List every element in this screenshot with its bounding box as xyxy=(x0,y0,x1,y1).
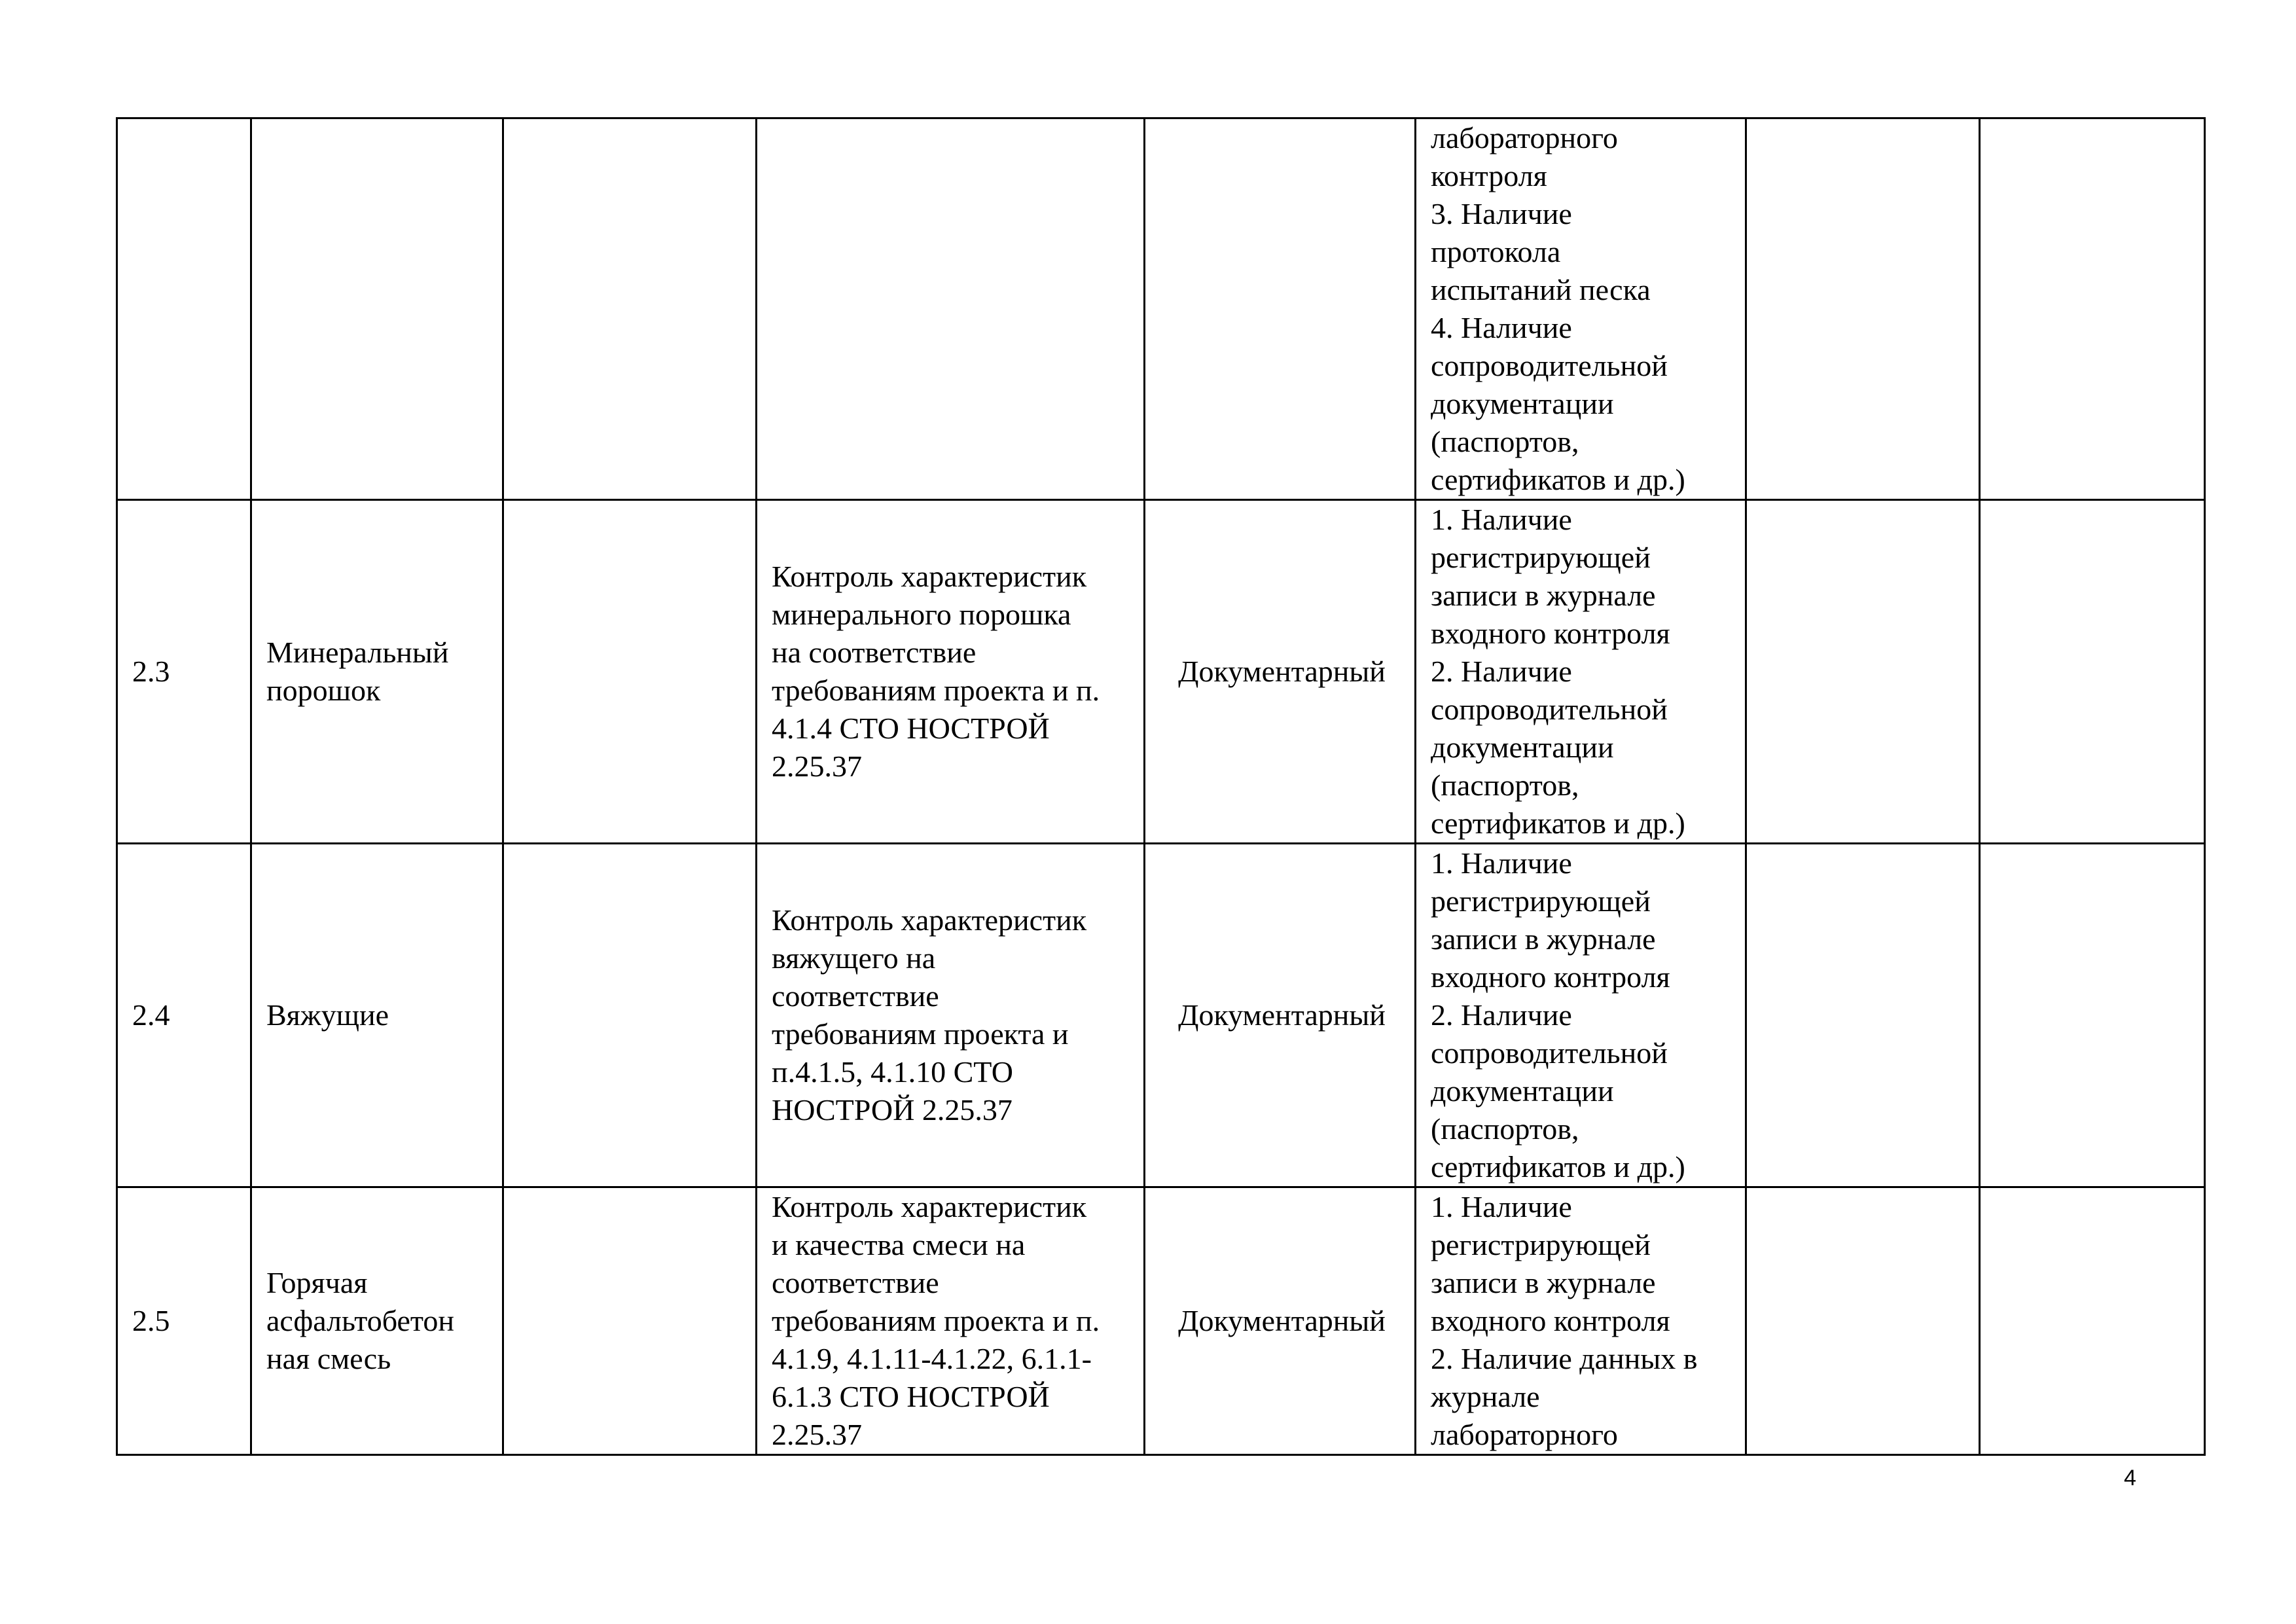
control-description-line: вяжущего на xyxy=(772,941,936,975)
control-description-line: Контроль характеристик xyxy=(772,903,1087,937)
row-number-cell xyxy=(117,118,251,500)
control-description-cell xyxy=(757,1187,1145,1455)
control-description-line: 4.1.4 СТО НОСТРОЙ xyxy=(772,712,1050,745)
requirements-line: (паспортов, xyxy=(1431,1112,1579,1146)
row-number: 2.4 xyxy=(132,998,170,1032)
requirements-line: записи в журнале xyxy=(1431,1266,1656,1299)
empty-cell xyxy=(1746,844,1980,1187)
material-name-line: порошок xyxy=(266,674,381,707)
material-name-cell xyxy=(251,1187,503,1455)
requirements-line: лабораторного xyxy=(1431,121,1618,154)
control-description-line: 2.25.37 xyxy=(772,1418,862,1451)
control-description-line: соответствие xyxy=(772,979,939,1013)
control-description-line: и качества смеси на xyxy=(772,1228,1026,1261)
material-name-line: асфальтобетон xyxy=(266,1304,455,1337)
table-row xyxy=(117,118,2205,500)
control-description xyxy=(757,901,1143,1129)
material-name-line: Горячая xyxy=(266,1266,368,1299)
table-row xyxy=(117,844,2205,1187)
empty-cell xyxy=(1980,844,2205,1187)
requirements-line: сертификатов и др.) xyxy=(1431,806,1685,840)
requirements-cell xyxy=(1416,500,1746,844)
row-number-cell xyxy=(117,500,251,844)
control-description-line: НОСТРОЙ 2.25.37 xyxy=(772,1093,1013,1127)
requirements xyxy=(1416,119,1745,499)
requirements-line: 1. Наличие xyxy=(1431,503,1572,536)
control-description xyxy=(757,1188,1143,1454)
requirements-cell xyxy=(1416,1187,1746,1455)
requirements-line: 4. Наличие xyxy=(1431,311,1572,344)
control-description-line: п.4.1.5, 4.1.10 СТО xyxy=(772,1055,1014,1089)
material-name-cell xyxy=(251,500,503,844)
control-method: Документарный xyxy=(1178,1304,1386,1337)
requirements-line: записи в журнале xyxy=(1431,922,1656,956)
requirements-line: входного контроля xyxy=(1431,617,1670,650)
material-name xyxy=(252,996,502,1034)
requirements-line: регистрирующей xyxy=(1431,884,1651,918)
requirements-line: журнале xyxy=(1431,1380,1540,1413)
control-description-line: 2.25.37 xyxy=(772,749,862,783)
requirements-line: сопроводительной xyxy=(1431,693,1668,726)
control-table xyxy=(116,117,2206,1456)
requirements-line: сертификатов и др.) xyxy=(1431,1150,1685,1183)
empty-cell xyxy=(503,500,757,844)
page-number: 4 xyxy=(2124,1466,2136,1490)
requirements xyxy=(1416,1188,1745,1454)
material-name-line: ная смесь xyxy=(266,1342,391,1375)
control-description-line: минерального порошка xyxy=(772,598,1071,631)
requirements-line: 1. Наличие xyxy=(1431,846,1572,880)
control-description-line: Контроль характеристик xyxy=(772,560,1087,593)
requirements-line: 2. Наличие данных в xyxy=(1431,1342,1698,1375)
requirements-line: лабораторного xyxy=(1431,1418,1618,1451)
empty-cell xyxy=(1746,118,1980,500)
row-number: 2.5 xyxy=(132,1304,170,1337)
control-description-line: требованиям проекта и п. xyxy=(772,674,1100,707)
requirements-line: регистрирующей xyxy=(1431,541,1651,574)
control-description-line: 6.1.3 СТО НОСТРОЙ xyxy=(772,1380,1050,1413)
requirements-line: входного контроля xyxy=(1431,1304,1670,1337)
requirements-cell xyxy=(1416,844,1746,1187)
requirements-line: 1. Наличие xyxy=(1431,1190,1572,1223)
requirements-line: входного контроля xyxy=(1431,960,1670,994)
control-description-line: 4.1.9, 4.1.11-4.1.22, 6.1.1- xyxy=(772,1342,1092,1375)
material-name-line: Минеральный xyxy=(266,636,449,669)
control-description-line: требованиям проекта и п. xyxy=(772,1304,1100,1337)
requirements xyxy=(1416,844,1745,1186)
requirements-line: сопроводительной xyxy=(1431,1036,1668,1070)
empty-cell xyxy=(1746,500,1980,844)
control-method: Документарный xyxy=(1178,998,1386,1032)
control-description-line: Контроль характеристик xyxy=(772,1190,1087,1223)
control-description-cell xyxy=(757,844,1145,1187)
control-method-cell xyxy=(1145,118,1416,500)
material-name-cell xyxy=(251,118,503,500)
table-row xyxy=(117,500,2205,844)
material-name xyxy=(252,1264,502,1378)
control-method: Документарный xyxy=(1178,655,1386,688)
requirements-line: (паспортов, xyxy=(1431,768,1579,802)
empty-cell xyxy=(1746,1187,1980,1455)
control-description-line: требованиям проекта и xyxy=(772,1017,1069,1051)
control-description-cell xyxy=(757,118,1145,500)
requirements-cell xyxy=(1416,118,1746,500)
control-description-line: соответствие xyxy=(772,1266,939,1299)
empty-cell xyxy=(1980,118,2205,500)
empty-cell xyxy=(503,844,757,1187)
requirements xyxy=(1416,501,1745,842)
requirements-line: протокола xyxy=(1431,235,1561,268)
empty-cell xyxy=(1980,1187,2205,1455)
requirements-line: записи в журнале xyxy=(1431,579,1656,612)
row-number-cell xyxy=(117,1187,251,1455)
requirements-line: документации xyxy=(1431,387,1614,420)
control-method-cell xyxy=(1145,844,1416,1187)
empty-cell xyxy=(503,118,757,500)
requirements-line: сертификатов и др.) xyxy=(1431,463,1685,496)
control-method-cell xyxy=(1145,500,1416,844)
requirements-line: контроля xyxy=(1431,159,1547,192)
requirements-line: испытаний песка xyxy=(1431,273,1651,306)
control-description xyxy=(757,558,1143,785)
requirements-line: документации xyxy=(1431,1074,1614,1108)
requirements-line: регистрирующей xyxy=(1431,1228,1651,1261)
row-number-cell xyxy=(117,844,251,1187)
requirements-line: сопроводительной xyxy=(1431,349,1668,382)
control-description-cell xyxy=(757,500,1145,844)
control-description-line: на соответствие xyxy=(772,636,977,669)
empty-cell xyxy=(1980,500,2205,844)
table-row xyxy=(117,1187,2205,1455)
requirements-line: 3. Наличие xyxy=(1431,197,1572,230)
material-name xyxy=(252,634,502,710)
requirements-line: 2. Наличие xyxy=(1431,998,1572,1032)
requirements-line: документации xyxy=(1431,731,1614,764)
requirements-line: 2. Наличие xyxy=(1431,655,1572,688)
material-name-line: Вяжущие xyxy=(266,998,389,1032)
material-name-cell xyxy=(251,844,503,1187)
requirements-line: (паспортов, xyxy=(1431,425,1579,458)
row-number: 2.3 xyxy=(132,655,170,688)
empty-cell xyxy=(503,1187,757,1455)
control-method-cell xyxy=(1145,1187,1416,1455)
